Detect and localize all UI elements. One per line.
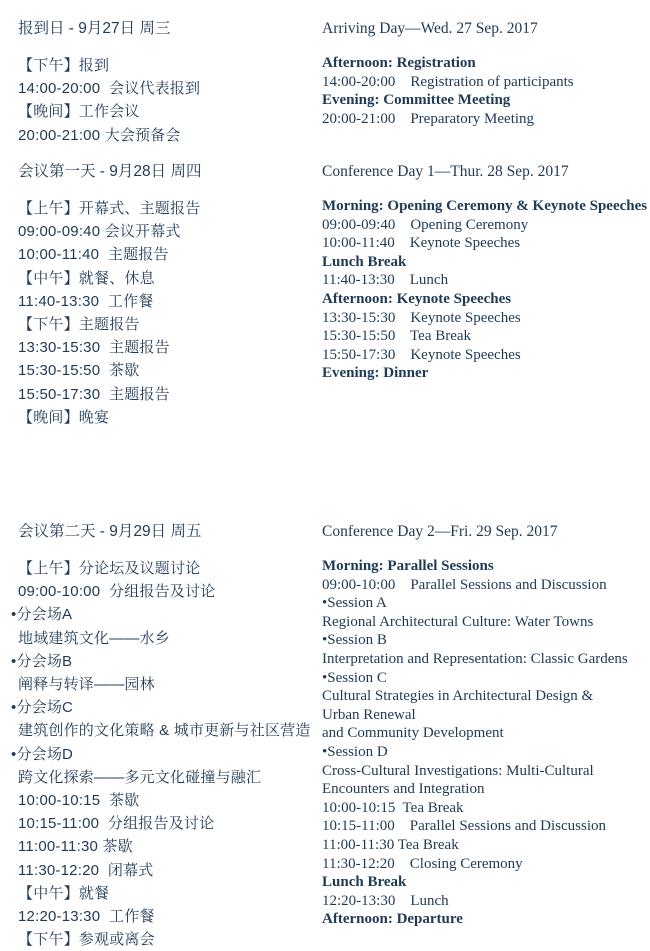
cn-schedule-line: 地域建筑文化——水乡 [18, 629, 171, 647]
en-schedule-line: 10:00-11:40 Keynote Speeches [322, 235, 521, 252]
en-schedule-line: 10:00-10:15 Tea Break [322, 799, 464, 816]
english-schedule-column [322, 160, 648, 383]
day-title-chinese: 会议第二天 - 9月29日 周五 [18, 523, 202, 540]
en-schedule-line: 11:00-11:30 Tea Break [322, 836, 459, 853]
en-schedule-line: •Session D [322, 743, 388, 760]
en-schedule-line: 13:30-15:30 Keynote Speeches [322, 309, 521, 326]
en-schedule-line: •Session C [322, 669, 387, 686]
chinese-schedule-items [18, 197, 318, 429]
cn-schedule-line: 【下午】报到 [18, 57, 110, 74]
cn-schedule-line: •分会场B [11, 652, 73, 670]
cn-schedule-line: •分会场C [11, 699, 74, 717]
english-schedule-column [322, 17, 648, 128]
en-schedule-line: Afternoon: Departure [322, 911, 463, 928]
en-schedule-line: 15:30-15:50 Tea Break [322, 328, 472, 345]
en-schedule-line: Evening: Committee Meeting [322, 92, 511, 109]
chinese-schedule-column [18, 17, 318, 147]
english-schedule-items [322, 54, 648, 128]
cn-schedule-line: 【上午】开幕式、主题报告 [18, 200, 201, 217]
en-schedule-line: Evening: Dinner [322, 365, 429, 382]
cn-schedule-line: 阐释与转译——园林 [18, 676, 155, 694]
cn-schedule-line: •分会场A [11, 606, 73, 624]
cn-schedule-line: 12:20-13:30 工作餐 [18, 908, 155, 926]
en-schedule-line: 11:40-13:30 Lunch [322, 272, 449, 289]
en-schedule-line: Cultural Strategies in Architectural Design & [322, 688, 594, 705]
cn-schedule-line: 15:50-17:30 主题报告 [18, 385, 170, 403]
cn-schedule-line: 11:00-11:30 茶歇 [18, 838, 133, 856]
day-title-english: Conference Day 2—Fri. 29 Sep. 2017 [322, 523, 558, 540]
english-schedule-items [322, 197, 648, 383]
cn-schedule-line: 【晚间】工作会议 [18, 103, 140, 121]
cn-schedule-line: 14:00-20:00 会议代表报到 [18, 80, 201, 98]
en-schedule-line: Afternoon: Keynote Speeches [322, 290, 512, 307]
cn-schedule-line: 09:00-09:40 会议开幕式 [18, 223, 181, 241]
en-schedule-line: 11:30-12:20 Closing Ceremony [322, 855, 523, 872]
cn-schedule-line: 10:00-11:40 主题报告 [18, 246, 169, 264]
chinese-schedule-column [11, 520, 318, 951]
cn-schedule-line: 15:30-15:50 茶歇 [18, 362, 140, 380]
en-schedule-line: Morning: Opening Ceremony & Keynote Speeches [322, 198, 648, 214]
en-schedule-line: 09:00-09:40 Opening Ceremony [322, 216, 529, 233]
chinese-schedule-items [18, 54, 318, 147]
en-schedule-line: 12:20-13:30 Lunch [322, 892, 449, 909]
cn-schedule-line: 【下午】主题报告 [18, 316, 140, 334]
cn-schedule-line: •分会场D [11, 745, 74, 763]
en-schedule-line: 09:00-10:00 Parallel Sessions and Discussion [322, 576, 607, 593]
cn-schedule-line: 13:30-15:30 主题报告 [18, 339, 170, 357]
en-schedule-line: Lunch Break [322, 874, 407, 891]
cn-schedule-line: 20:00-21:00 大会预备会 [18, 126, 181, 144]
cn-schedule-line: 【晚间】晚宴 [18, 408, 110, 426]
cn-schedule-line: 11:40-13:30 工作餐 [18, 292, 154, 310]
en-schedule-line: Lunch Break [322, 253, 407, 270]
day-title-english: Conference Day 1—Thur. 28 Sep. 2017 [322, 163, 569, 180]
cn-schedule-line: 【下午】参观或离会 [18, 931, 155, 949]
en-schedule-line: •Session B [322, 632, 387, 649]
chinese-schedule-items [11, 557, 318, 951]
cn-schedule-line: 10:15-11:00 分组报告及讨论 [18, 815, 215, 833]
en-schedule-line: Interpretation and Representation: Classic Gardens [322, 650, 628, 667]
cn-schedule-line: 10:00-10:15 茶歇 [18, 792, 140, 810]
english-schedule-column [322, 520, 648, 929]
en-schedule-line: •Session A [322, 595, 387, 612]
cn-schedule-line: 【中午】就餐 [18, 884, 110, 902]
en-schedule-line: Afternoon: Registration [322, 55, 476, 71]
en-schedule-line: Cross-Cultural Investigations: Multi-Cultural [322, 762, 594, 779]
en-schedule-line: 10:15-11:00 Parallel Sessions and Discussion [322, 818, 607, 835]
en-schedule-line: 14:00-20:00 Registration of participants [322, 73, 574, 90]
cn-schedule-line: 【上午】分论坛及议题讨论 [18, 560, 201, 577]
en-schedule-line: 15:50-17:30 Keynote Speeches [322, 346, 521, 363]
cn-schedule-line: 建筑创作的文化策略 & 城市更新与社区营造 [18, 722, 311, 740]
day-title-english: Arriving Day—Wed. 27 Sep. 2017 [322, 20, 538, 37]
day-title-chinese: 会议第一天 - 9月28日 周四 [18, 163, 202, 180]
en-schedule-line: Morning: Parallel Sessions [322, 558, 494, 574]
en-schedule-line: 20:00-21:00 Preparatory Meeting [322, 110, 535, 127]
day-title-chinese: 报到日 - 9月27日 周三 [18, 20, 171, 37]
cn-schedule-line: 09:00-10:00 分组报告及讨论 [18, 583, 216, 601]
en-schedule-line: Encounters and Integration [322, 781, 485, 798]
cn-schedule-line: 【中午】就餐、休息 [18, 269, 155, 287]
cn-schedule-line: 跨文化探索——多元文化碰撞与融汇 [18, 768, 262, 786]
cn-schedule-line: 11:30-12:20 闭幕式 [18, 861, 154, 879]
chinese-schedule-column [18, 160, 318, 429]
en-schedule-line: Regional Architectural Culture: Water Towns [322, 613, 594, 630]
en-schedule-line: and Community Development [322, 725, 504, 742]
english-schedule-items [322, 557, 648, 929]
en-schedule-line: Urban Renewal [322, 706, 416, 723]
